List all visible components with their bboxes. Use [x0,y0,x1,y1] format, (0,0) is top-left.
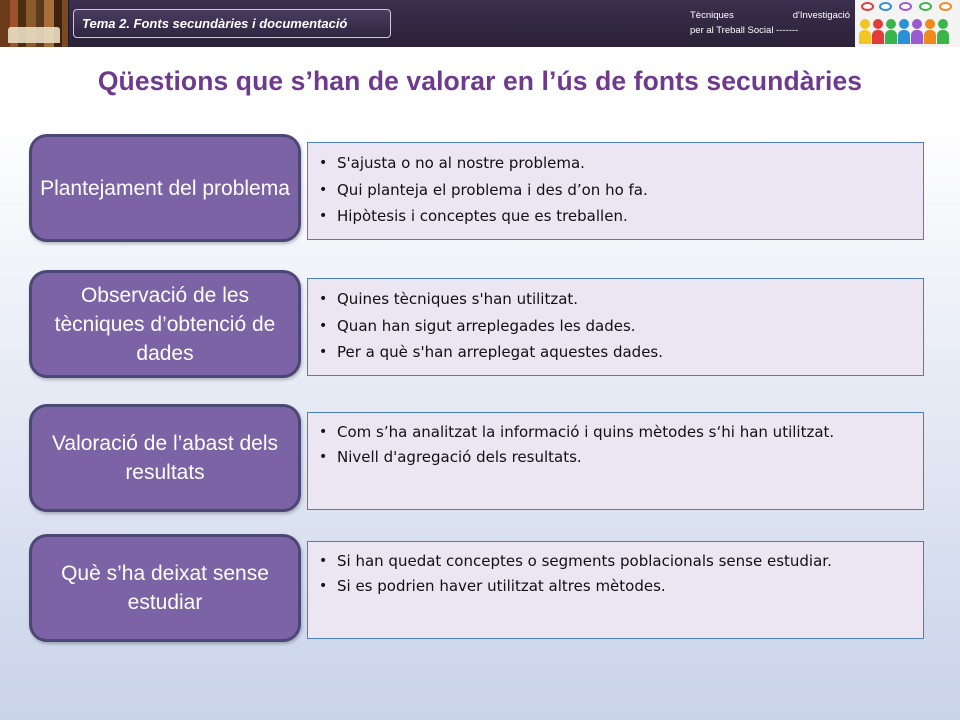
section-content-scope [307,412,924,510]
course-name [690,8,850,38]
course-line1-right: d'Investigació [792,10,850,21]
bullet-item: • Quan han sigut arreplegades les dades. [318,313,913,340]
section-label-text: Valoració de l’abast dels resultats [51,432,279,484]
bullet-item: • S'ajusta o no al nostre problema. [318,150,913,177]
bullet-item: • Si es podrien haver utilitzat altres mètodes. [318,574,913,599]
bullet-item: • Com s’ha analitzat la informació i quins mètodes s‘hi han utilitzat. [318,420,913,445]
section-label-techniques [29,270,301,378]
section-label-problem [29,134,301,242]
section-content-techniques [307,278,924,376]
section-content-problem [307,142,924,240]
bullet-item: • Quines tècniques s'han utilitzat. [318,286,913,313]
section-label-scope [29,404,301,512]
people-talking-image [855,0,960,47]
bullet-item: • Nivell d'agregació dels resultats. [318,445,913,470]
section-label-text: Què s’ha deixat sense estudiar [61,562,269,614]
section-label-unstudied [29,534,301,642]
topic-label: Tema 2. Fonts secundàries i documentació [73,9,391,38]
section-content-unstudied [307,541,924,639]
bullet-item: • Hipòtesis i conceptes que es treballen. [318,203,913,230]
header-bar [0,0,960,47]
course-line1-left: Tècniques [690,10,734,21]
course-line2: per al Treball Social ------- [690,25,799,36]
bullet-item: • Si han quedat conceptes o segments poblacionals sense estudiar. [318,549,913,574]
section-label-text: Observació de les tècniques d’obtenció de dades [54,283,276,365]
slide-title: Qüestions que s’han de valorar en l’ús de fonts secundàries [97,66,863,96]
bullet-item: • Qui planteja el problema i des d’on ho fa. [318,177,913,204]
section-label-text: Plantejament del problema [40,176,290,200]
books-image [0,0,69,47]
bullet-item: • Per a què s'han arreplegat aquestes dades. [318,339,913,366]
